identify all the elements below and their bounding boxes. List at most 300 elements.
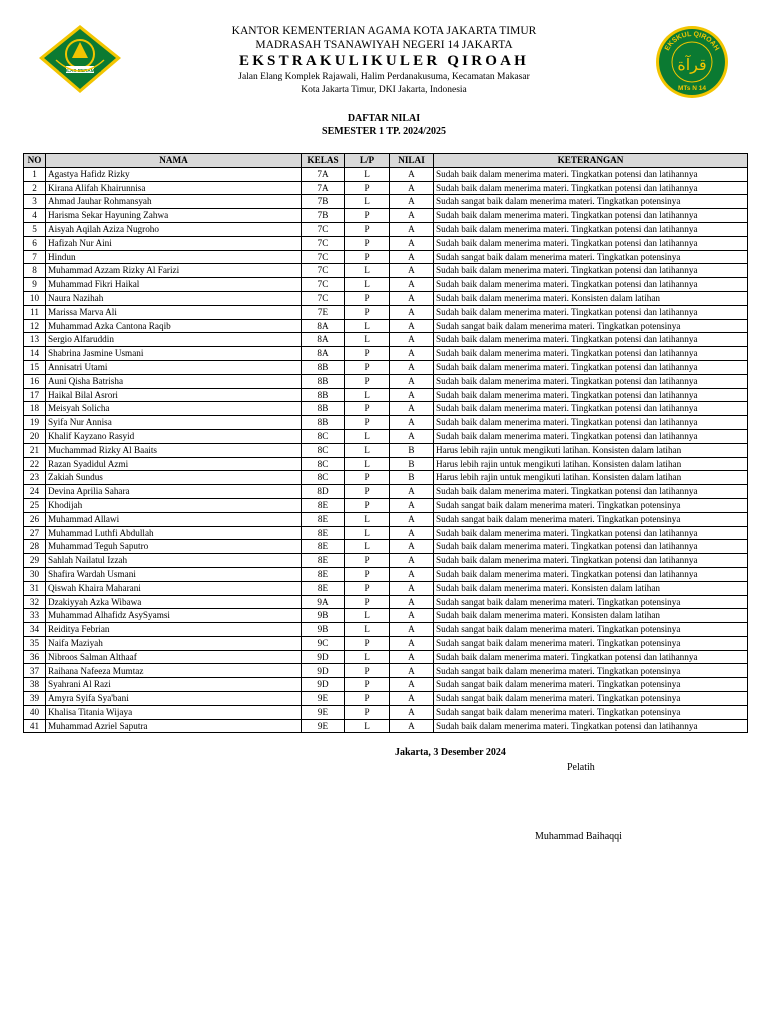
cell-no: 12	[24, 319, 46, 333]
table-row	[24, 264, 748, 278]
cell-nilai: A	[390, 388, 434, 402]
cell-nama: Aisyah Aqilah Aziza Nugroho	[46, 222, 302, 236]
cell-nilai: A	[390, 498, 434, 512]
cell-nama: Syahrani Al Razi	[46, 678, 302, 692]
cell-keterangan: Sudah sangat baik dalam menerima materi. Tingkatkan potensinya	[434, 195, 748, 209]
cell-keterangan: Sudah baik dalam menerima materi. Tingkatkan potensi dan latihannya	[434, 347, 748, 361]
cell-kelas: 7C	[302, 291, 345, 305]
cell-kelas: 8A	[302, 319, 345, 333]
cell-nilai: A	[390, 402, 434, 416]
cell-keterangan: Sudah baik dalam menerima materi. Tingkatkan potensi dan latihannya	[434, 567, 748, 581]
cell-no: 18	[24, 402, 46, 416]
cell-no: 11	[24, 305, 46, 319]
table-row	[24, 664, 748, 678]
cell-kelas: 8B	[302, 416, 345, 430]
cell-no: 1	[24, 167, 46, 181]
cell-keterangan: Sudah baik dalam menerima materi. Tingkatkan potensi dan latihannya	[434, 650, 748, 664]
table-row	[24, 278, 748, 292]
cell-kelas: 9D	[302, 650, 345, 664]
cell-keterangan: Sudah sangat baik dalam menerima materi. Tingkatkan potensinya	[434, 678, 748, 692]
cell-no: 6	[24, 236, 46, 250]
cell-no: 38	[24, 678, 46, 692]
cell-lp: L	[345, 512, 390, 526]
cell-lp: P	[345, 402, 390, 416]
cell-keterangan: Sudah baik dalam menerima materi. Tingkatkan potensi dan latihannya	[434, 360, 748, 374]
cell-no: 40	[24, 705, 46, 719]
cell-keterangan: Sudah baik dalam menerima materi. Tingkatkan potensi dan latihannya	[434, 540, 748, 554]
cell-keterangan: Sudah baik dalam menerima materi. Tingkatkan potensi dan latihannya	[434, 416, 748, 430]
cell-lp: P	[345, 181, 390, 195]
cell-kelas: 8E	[302, 554, 345, 568]
col-header-kelas: KELAS	[302, 154, 345, 168]
cell-keterangan: Harus lebih rajin untuk mengikuti latihan. Konsisten dalam latihan	[434, 471, 748, 485]
cell-kelas: 9E	[302, 705, 345, 719]
cell-nama: Khalisa Titania Wijaya	[46, 705, 302, 719]
cell-keterangan: Sudah baik dalam menerima materi. Konsisten dalam latihan	[434, 291, 748, 305]
cell-lp: P	[345, 485, 390, 499]
cell-nilai: A	[390, 360, 434, 374]
table-row	[24, 209, 748, 223]
cell-nama: Muhammad Luthfi Abdullah	[46, 526, 302, 540]
cell-kelas: 7B	[302, 195, 345, 209]
cell-no: 33	[24, 609, 46, 623]
cell-kelas: 8B	[302, 388, 345, 402]
cell-lp: P	[345, 567, 390, 581]
cell-kelas: 7A	[302, 167, 345, 181]
cell-keterangan: Sudah baik dalam menerima materi. Tingkatkan potensi dan latihannya	[434, 264, 748, 278]
cell-keterangan: Sudah baik dalam menerima materi. Tingkatkan potensi dan latihannya	[434, 526, 748, 540]
cell-no: 14	[24, 347, 46, 361]
cell-lp: L	[345, 623, 390, 637]
table-row	[24, 333, 748, 347]
cell-no: 2	[24, 181, 46, 195]
cell-keterangan: Sudah sangat baik dalam menerima materi. Tingkatkan potensinya	[434, 319, 748, 333]
cell-kelas: 8D	[302, 485, 345, 499]
cell-nama: Annisatri Utami	[46, 360, 302, 374]
cell-nilai: A	[390, 567, 434, 581]
cell-nilai: B	[390, 443, 434, 457]
table-row	[24, 471, 748, 485]
cell-lp: P	[345, 374, 390, 388]
cell-no: 19	[24, 416, 46, 430]
cell-kelas: 7C	[302, 222, 345, 236]
cell-lp: P	[345, 305, 390, 319]
cell-kelas: 7B	[302, 209, 345, 223]
cell-no: 20	[24, 429, 46, 443]
cell-lp: P	[345, 595, 390, 609]
table-row	[24, 416, 748, 430]
table-header-row	[24, 154, 748, 168]
col-header-nama: NAMA	[46, 154, 302, 168]
cell-lp: L	[345, 264, 390, 278]
cell-keterangan: Sudah baik dalam menerima materi. Tingkatkan potensi dan latihannya	[434, 181, 748, 195]
cell-kelas: 7C	[302, 278, 345, 292]
cell-nama: Meisyah Solicha	[46, 402, 302, 416]
cell-kelas: 8C	[302, 443, 345, 457]
cell-no: 15	[24, 360, 46, 374]
table-row	[24, 167, 748, 181]
cell-nilai: A	[390, 209, 434, 223]
cell-nilai: A	[390, 581, 434, 595]
cell-kelas: 9D	[302, 678, 345, 692]
cell-nilai: A	[390, 609, 434, 623]
table-row	[24, 719, 748, 733]
cell-lp: P	[345, 250, 390, 264]
cell-lp: P	[345, 664, 390, 678]
cell-no: 4	[24, 209, 46, 223]
cell-no: 28	[24, 540, 46, 554]
cell-keterangan: Sudah baik dalam menerima materi. Tingkatkan potensi dan latihannya	[434, 222, 748, 236]
cell-no: 36	[24, 650, 46, 664]
doc-subtitle: SEMESTER 1 TP. 2024/2025	[322, 126, 446, 137]
cell-lp: P	[345, 471, 390, 485]
table-row	[24, 650, 748, 664]
cell-lp: P	[345, 209, 390, 223]
cell-nilai: A	[390, 485, 434, 499]
cell-nilai: A	[390, 333, 434, 347]
cell-lp: P	[345, 554, 390, 568]
cell-keterangan: Sudah baik dalam menerima materi. Tingkatkan potensi dan latihannya	[434, 236, 748, 250]
cell-nilai: A	[390, 264, 434, 278]
cell-kelas: 8A	[302, 347, 345, 361]
cell-no: 25	[24, 498, 46, 512]
signature-place-date: Jakarta, 3 Desember 2024	[395, 747, 506, 758]
table-row	[24, 402, 748, 416]
cell-no: 39	[24, 692, 46, 706]
cell-keterangan: Sudah sangat baik dalam menerima materi. Tingkatkan potensinya	[434, 636, 748, 650]
cell-kelas: 8E	[302, 526, 345, 540]
cell-nama: Naura Nazihah	[46, 291, 302, 305]
cell-nama: Ahmad Jauhar Rohmansyah	[46, 195, 302, 209]
table-row	[24, 305, 748, 319]
cell-kelas: 8B	[302, 374, 345, 388]
logo-left-motto: IKHLAS BERAMAL	[59, 67, 101, 73]
cell-kelas: 9E	[302, 692, 345, 706]
table-row	[24, 291, 748, 305]
cell-nama: Sahlah Nailatul Izzah	[46, 554, 302, 568]
cell-keterangan: Sudah baik dalam menerima materi. Tingkatkan potensi dan latihannya	[434, 388, 748, 402]
cell-nilai: B	[390, 471, 434, 485]
col-header-keterangan: KETERANGAN	[434, 154, 748, 168]
cell-nama: Razan Syadidul Azmi	[46, 457, 302, 471]
cell-lp: L	[345, 333, 390, 347]
cell-kelas: 9D	[302, 664, 345, 678]
cell-nama: Muhammad Azka Cantona Raqib	[46, 319, 302, 333]
signature-name: Muhammad Baihaqqi	[535, 831, 622, 842]
cell-nilai: A	[390, 512, 434, 526]
cell-nilai: A	[390, 636, 434, 650]
cell-nilai: A	[390, 540, 434, 554]
cell-no: 5	[24, 222, 46, 236]
table-row	[24, 236, 748, 250]
header-club: EKSTRAKULIKULER QIROAH	[238, 53, 530, 69]
cell-kelas: 7C	[302, 250, 345, 264]
cell-nama: Devina Aprilia Sahara	[46, 485, 302, 499]
signature-role: Pelatih	[567, 762, 595, 773]
cell-nilai: A	[390, 719, 434, 733]
cell-lp: L	[345, 195, 390, 209]
cell-lp: L	[345, 429, 390, 443]
cell-no: 16	[24, 374, 46, 388]
cell-kelas: 8E	[302, 498, 345, 512]
cell-nama: Muchammad Rizky Al Baaits	[46, 443, 302, 457]
cell-nilai: A	[390, 705, 434, 719]
cell-no: 27	[24, 526, 46, 540]
cell-keterangan: Sudah baik dalam menerima materi. Konsisten dalam latihan	[434, 609, 748, 623]
cell-no: 26	[24, 512, 46, 526]
cell-no: 35	[24, 636, 46, 650]
table-row	[24, 636, 748, 650]
grades-table	[23, 153, 748, 733]
cell-nama: Raihana Nafeeza Mumtaz	[46, 664, 302, 678]
cell-no: 9	[24, 278, 46, 292]
cell-nilai: A	[390, 222, 434, 236]
cell-nilai: A	[390, 650, 434, 664]
cell-lp: P	[345, 692, 390, 706]
cell-kelas: 9E	[302, 719, 345, 733]
cell-nama: Muhammad Alhafidz AsySyamsi	[46, 609, 302, 623]
cell-no: 30	[24, 567, 46, 581]
cell-kelas: 8C	[302, 457, 345, 471]
table-row	[24, 222, 748, 236]
cell-lp: L	[345, 540, 390, 554]
cell-nilai: A	[390, 236, 434, 250]
cell-lp: L	[345, 319, 390, 333]
cell-nama: Marissa Marva Ali	[46, 305, 302, 319]
cell-no: 3	[24, 195, 46, 209]
cell-keterangan: Sudah sangat baik dalam menerima materi. Tingkatkan potensinya	[434, 595, 748, 609]
col-header-nilai: NILAI	[390, 154, 434, 168]
cell-no: 29	[24, 554, 46, 568]
cell-lp: L	[345, 167, 390, 181]
cell-nilai: A	[390, 305, 434, 319]
cell-nama: Kirana Alifah Khairunnisa	[46, 181, 302, 195]
cell-nama: Syifa Nur Annisa	[46, 416, 302, 430]
col-header-no: NO	[24, 154, 46, 168]
cell-nama: Amyra Syifa Sya'bani	[46, 692, 302, 706]
cell-lp: L	[345, 457, 390, 471]
table-row	[24, 485, 748, 499]
cell-nama: Auni Qisha Batrisha	[46, 374, 302, 388]
cell-no: 22	[24, 457, 46, 471]
cell-nama: Agastya Hafidz Rizky	[46, 167, 302, 181]
logo-right-arabic: قرآة	[677, 55, 707, 74]
table-row	[24, 498, 748, 512]
cell-no: 8	[24, 264, 46, 278]
cell-kelas: 9B	[302, 609, 345, 623]
cell-lp: P	[345, 222, 390, 236]
cell-nama: Muhammad Fikri Haikal	[46, 278, 302, 292]
cell-nama: Hindun	[46, 250, 302, 264]
cell-nama: Muhammad Azriel Saputra	[46, 719, 302, 733]
cell-lp: L	[345, 719, 390, 733]
cell-nama: Sergio Alfaruddin	[46, 333, 302, 347]
cell-kelas: 9B	[302, 623, 345, 637]
table-row	[24, 250, 748, 264]
table-row	[24, 181, 748, 195]
cell-keterangan: Sudah sangat baik dalam menerima materi. Tingkatkan potensinya	[434, 623, 748, 637]
table-row	[24, 540, 748, 554]
cell-keterangan: Sudah baik dalam menerima materi. Konsisten dalam latihan	[434, 581, 748, 595]
table-row	[24, 457, 748, 471]
cell-nilai: A	[390, 429, 434, 443]
cell-kelas: 8B	[302, 402, 345, 416]
cell-lp: L	[345, 609, 390, 623]
cell-keterangan: Sudah baik dalam menerima materi. Tingkatkan potensi dan latihannya	[434, 402, 748, 416]
cell-kelas: 8E	[302, 567, 345, 581]
table-row	[24, 623, 748, 637]
cell-keterangan: Sudah sangat baik dalam menerima materi. Tingkatkan potensinya	[434, 664, 748, 678]
cell-kelas: 9A	[302, 595, 345, 609]
cell-kelas: 8C	[302, 429, 345, 443]
table-row	[24, 526, 748, 540]
logo-right-school: MTs N 14	[677, 85, 707, 92]
table-row	[24, 443, 748, 457]
table-row	[24, 360, 748, 374]
cell-lp: L	[345, 443, 390, 457]
table-row	[24, 429, 748, 443]
table-row	[24, 567, 748, 581]
logo-right-arc-text: EKSKUL QIROAH	[663, 30, 721, 53]
cell-kelas: 7C	[302, 264, 345, 278]
table-row	[24, 512, 748, 526]
cell-nama: Nibroos Salman Althaaf	[46, 650, 302, 664]
header-school: MADRASAH TSANAWIYAH NEGERI 14 JAKARTA	[255, 39, 513, 51]
cell-no: 21	[24, 443, 46, 457]
cell-nilai: A	[390, 664, 434, 678]
cell-keterangan: Sudah baik dalam menerima materi. Tingkatkan potensi dan latihannya	[434, 278, 748, 292]
table-row	[24, 595, 748, 609]
cell-keterangan: Sudah baik dalam menerima materi. Tingkatkan potensi dan latihannya	[434, 167, 748, 181]
cell-nama: Muhammad Allawi	[46, 512, 302, 526]
cell-nilai: A	[390, 167, 434, 181]
cell-lp: P	[345, 236, 390, 250]
table-row	[24, 319, 748, 333]
cell-nama: Muhammad Teguh Saputro	[46, 540, 302, 554]
cell-lp: P	[345, 416, 390, 430]
cell-nilai: A	[390, 526, 434, 540]
cell-keterangan: Harus lebih rajin untuk mengikuti latihan. Konsisten dalam latihan	[434, 443, 748, 457]
cell-nama: Haikal Bilal Asrori	[46, 388, 302, 402]
table-row	[24, 705, 748, 719]
cell-keterangan: Sudah baik dalam menerima materi. Tingkatkan potensi dan latihannya	[434, 485, 748, 499]
cell-no: 17	[24, 388, 46, 402]
cell-nilai: A	[390, 554, 434, 568]
doc-title: DAFTAR NILAI	[347, 113, 421, 124]
table-row	[24, 581, 748, 595]
cell-lp: P	[345, 636, 390, 650]
cell-kelas: 8E	[302, 512, 345, 526]
cell-nilai: A	[390, 678, 434, 692]
cell-kelas: 7A	[302, 181, 345, 195]
cell-keterangan: Sudah baik dalam menerima materi. Tingkatkan potensi dan latihannya	[434, 209, 748, 223]
cell-nilai: A	[390, 291, 434, 305]
cell-nilai: A	[390, 278, 434, 292]
header-ministry: KANTOR KEMENTERIAN AGAMA KOTA JAKARTA TIMUR	[231, 25, 537, 37]
cell-nilai: A	[390, 416, 434, 430]
cell-keterangan: Sudah baik dalam menerima materi. Tingkatkan potensi dan latihannya	[434, 719, 748, 733]
cell-nama: Harisma Sekar Hayuning Zahwa	[46, 209, 302, 223]
cell-nilai: A	[390, 195, 434, 209]
cell-lp: L	[345, 278, 390, 292]
table-row	[24, 195, 748, 209]
cell-nilai: A	[390, 319, 434, 333]
cell-kelas: 8C	[302, 471, 345, 485]
table-row	[24, 692, 748, 706]
table-row	[24, 609, 748, 623]
cell-keterangan: Sudah sangat baik dalam menerima materi. Tingkatkan potensinya	[434, 705, 748, 719]
cell-nama: Naifa Maziyah	[46, 636, 302, 650]
cell-nilai: A	[390, 692, 434, 706]
cell-kelas: 8B	[302, 360, 345, 374]
cell-keterangan: Harus lebih rajin untuk mengikuti latihan. Konsisten dalam latihan	[434, 457, 748, 471]
table-row	[24, 678, 748, 692]
cell-lp: P	[345, 498, 390, 512]
cell-nama: Reiditya Febrian	[46, 623, 302, 637]
header-address: Jalan Elang Komplek Rajawali, Halim Perdanakusuma, Kecamatan Makasar	[238, 72, 530, 82]
cell-lp: L	[345, 650, 390, 664]
cell-kelas: 8E	[302, 540, 345, 554]
header-city: Kota Jakarta Timur, DKI Jakarta, Indonesia	[301, 85, 467, 95]
cell-no: 10	[24, 291, 46, 305]
cell-nilai: A	[390, 250, 434, 264]
table-row	[24, 554, 748, 568]
cell-keterangan: Sudah baik dalam menerima materi. Tingkatkan potensi dan latihannya	[434, 333, 748, 347]
cell-kelas: 7C	[302, 236, 345, 250]
cell-no: 23	[24, 471, 46, 485]
cell-keterangan: Sudah baik dalam menerima materi. Tingkatkan potensi dan latihannya	[434, 305, 748, 319]
cell-lp: P	[345, 347, 390, 361]
cell-nilai: A	[390, 623, 434, 637]
cell-lp: L	[345, 388, 390, 402]
cell-keterangan: Sudah baik dalam menerima materi. Tingkatkan potensi dan latihannya	[434, 429, 748, 443]
cell-nilai: A	[390, 347, 434, 361]
cell-nilai: A	[390, 374, 434, 388]
cell-lp: P	[345, 678, 390, 692]
cell-nama: Qiswah Khaira Maharani	[46, 581, 302, 595]
cell-keterangan: Sudah sangat baik dalam menerima materi. Tingkatkan potensinya	[434, 498, 748, 512]
col-header-lp: L/P	[345, 154, 390, 168]
cell-lp: P	[345, 581, 390, 595]
cell-nama: Shabrina Jasmine Usmani	[46, 347, 302, 361]
cell-nama: Zakiah Sundus	[46, 471, 302, 485]
cell-no: 24	[24, 485, 46, 499]
cell-no: 34	[24, 623, 46, 637]
cell-kelas: 8A	[302, 333, 345, 347]
cell-nama: Dzakiyyah Azka Wibawa	[46, 595, 302, 609]
table-row	[24, 388, 748, 402]
cell-nilai: A	[390, 595, 434, 609]
cell-no: 37	[24, 664, 46, 678]
cell-nama: Hafizah Nur Aini	[46, 236, 302, 250]
table-row	[24, 374, 748, 388]
cell-lp: P	[345, 360, 390, 374]
cell-lp: L	[345, 526, 390, 540]
cell-kelas: 7E	[302, 305, 345, 319]
cell-nama: Muhammad Azzam Rizky Al Farizi	[46, 264, 302, 278]
cell-keterangan: Sudah baik dalam menerima materi. Tingkatkan potensi dan latihannya	[434, 374, 748, 388]
cell-nama: Shafira Wardah Usmani	[46, 567, 302, 581]
cell-kelas: 8E	[302, 581, 345, 595]
cell-keterangan: Sudah sangat baik dalam menerima materi. Tingkatkan potensinya	[434, 512, 748, 526]
table-row	[24, 347, 748, 361]
cell-no: 32	[24, 595, 46, 609]
cell-nama: Khalif Kayzano Rasyid	[46, 429, 302, 443]
cell-keterangan: Sudah sangat baik dalam menerima materi. Tingkatkan potensinya	[434, 250, 748, 264]
cell-no: 41	[24, 719, 46, 733]
cell-no: 13	[24, 333, 46, 347]
cell-nama: Khodijah	[46, 498, 302, 512]
